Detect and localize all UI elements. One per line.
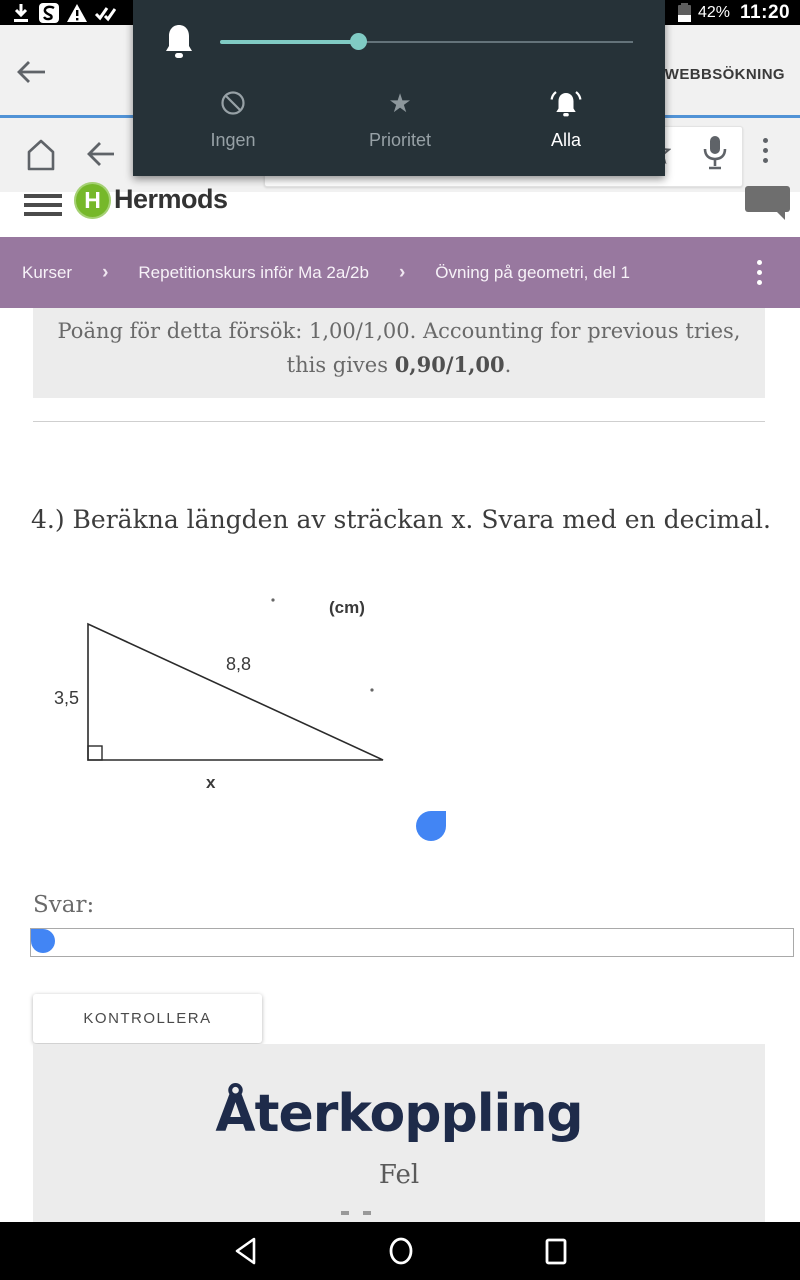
battery-percent: 42% [698, 3, 731, 21]
check-answer-button[interactable]: KONTROLLERA [33, 994, 262, 1043]
hermods-logo-text[interactable]: Hermods [114, 184, 228, 214]
breadcrumb-item-exercise[interactable]: Övning på geometri, del 1 [435, 262, 630, 282]
notification-volume-panel [133, 0, 665, 176]
chevron-right-icon: › [398, 261, 406, 283]
score-line1: Poäng för detta försök: 1,00/1,00. Accounting for previous tries, [57, 319, 741, 343]
notification-bell-icon [161, 22, 197, 62]
hamburger-menu-icon[interactable] [24, 189, 62, 221]
volume-slider-track[interactable] [359, 41, 633, 43]
chevron-right-icon: › [102, 261, 109, 283]
feedback-title: Återkoppling [215, 1084, 583, 1144]
divider [33, 421, 765, 422]
nav-back-button[interactable] [233, 1237, 257, 1265]
none-icon [220, 90, 246, 116]
diagram-hypotenuse-label: 8,8 [226, 654, 252, 674]
volume-slider-fill[interactable] [220, 40, 359, 44]
score-line2: this gives 0,90/1,00. [286, 352, 512, 377]
mode-all[interactable] [496, 88, 636, 151]
feedback-status: Fel [378, 1160, 420, 1190]
answer-label: Svar: [33, 892, 95, 918]
mode-priority[interactable] [330, 88, 470, 151]
volume-slider-thumb[interactable] [350, 33, 367, 50]
breadcrumb-item-kurser[interactable]: Kurser [22, 262, 73, 282]
home-icon[interactable] [25, 138, 57, 172]
triangle-diagram [30, 580, 450, 810]
score-box [33, 308, 765, 398]
star-icon: ★ [388, 88, 412, 118]
mode-none[interactable] [163, 88, 303, 151]
clipped-text-speck [363, 1211, 371, 1215]
webpage [0, 184, 800, 1222]
score-total: 0,90/1,00 [394, 352, 505, 377]
websearch-tab-label[interactable]: WEBBSÖKNING [664, 66, 785, 83]
answer-input[interactable] [30, 928, 794, 957]
text-selection-handle[interactable] [416, 811, 446, 841]
bell-ring-icon [549, 89, 583, 117]
question-text: 4.) Beräkna längden av sträckan x. Svara med en decimal. [31, 505, 771, 534]
mic-icon[interactable] [701, 134, 729, 174]
mode-priority-label: Prioritet [368, 130, 431, 150]
warning-icon [66, 3, 88, 23]
clipped-text-speck [341, 1211, 349, 1215]
app-notification-icon [38, 3, 60, 23]
hermods-logo-icon[interactable]: H [74, 182, 111, 219]
clock: 11:20 [740, 1, 791, 23]
breadcrumb-item-course[interactable]: Repetitionskurs inför Ma 2a/2b [138, 262, 369, 282]
download-icon [10, 3, 32, 23]
nav-recents-button[interactable] [545, 1238, 567, 1265]
nav-home-button[interactable] [387, 1236, 415, 1266]
status-right [678, 0, 790, 25]
mode-all-label: Alla [550, 130, 581, 150]
cursor-handle[interactable] [31, 929, 55, 953]
toolbar-back-icon[interactable] [86, 140, 116, 168]
diagram-unit-label: (cm) [329, 598, 365, 617]
breadcrumb-menu-icon[interactable] [757, 260, 762, 290]
diagram-left-side-label: 3,5 [54, 688, 80, 708]
chat-bubble-icon[interactable] [745, 186, 790, 212]
diagram-base-label: x [206, 773, 216, 792]
back-arrow-icon[interactable] [16, 60, 46, 84]
double-check-icon [94, 3, 116, 23]
android-navbar [0, 1222, 800, 1280]
mode-none-label: Ingen [210, 130, 256, 150]
feedback-panel [33, 1044, 765, 1222]
breadcrumb [0, 237, 800, 308]
browser-menu-icon[interactable] [763, 138, 768, 168]
battery-icon [678, 5, 691, 22]
